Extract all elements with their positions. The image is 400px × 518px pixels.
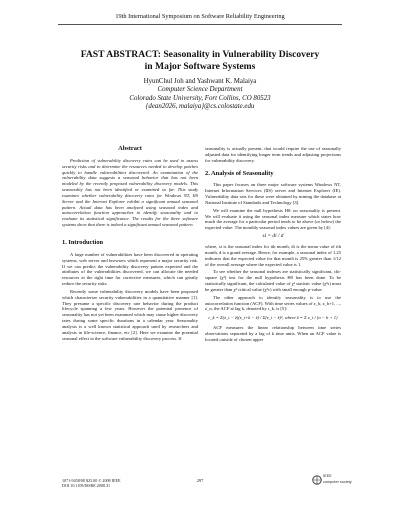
paper-title: [40, 49, 360, 73]
logo-society-text: computer society: [323, 480, 352, 484]
ieee-computer-society-logo: [312, 470, 352, 490]
analysis-paragraph-6: ACF measures the linear relationship between time series observations separated by a lag of k time units. When an ACF value is located outside of chosen upper: [205, 325, 341, 342]
author-block: [40, 78, 360, 112]
page-number: 297: [196, 478, 204, 483]
author-emails: {dean2026, malaiya}@cs.colostate.edu: [145, 103, 255, 111]
logo-globe-lines: [314, 476, 321, 484]
left-column: [62, 146, 198, 343]
acf-equation: [205, 315, 341, 321]
section2-lead-paragraph: seasonality is actually present, that would require the use of seasonally adjusted data for identifying longer term trends and adjusting projections for vulnerability discovery.: [205, 146, 341, 163]
issn-line: 1071-9458/08 $25.00 © 2008 IEEE: [62, 478, 121, 483]
doi-line: DOI 10.1109/ISSRE.2008.31: [62, 483, 111, 489]
title-line-2: in Major Software Systems: [144, 61, 256, 72]
acf-equation-mean: , where z̄ = Σ z_t / (n − b + 1): [282, 315, 338, 321]
intro-paragraph-1: A large number of vulnerabilities have been discovered in operating systems, web server and browsers which represent a major security risk. If we can predict the vulnerability discovery pattern expected and the attributes of the vulnerabilities discovered, we can allocate the needed resources at the right time for corrective measures, which can greatly reduce the security risks.: [62, 251, 198, 287]
author-department: Computer Science Department: [157, 86, 243, 94]
abstract-heading: Abstract: [118, 145, 142, 152]
abstract-text: Prediction of vulnerability discovery rates can be used to assess security risks and to determine the resources needed to develop patches quickly to handle vulnerabilities discovered. An examination of the vulnerability data suggests a seasonal behavior that has not been modeled by the recently proposed vulnerability discovery models. This seasonality has not been identified or examined so far. This study examines whether vulnerability discovery rates for Windows NT, IIS Server and the Internet Explorer exhibit a significant annual seasonal pattern. Actual data has been analyzed using seasonal index and autocorrelation function approaches to identify seasonality and to evaluate its statistical significance. The results for the three software systems show that there is indeed a significant annual seasonal pattern.: [62, 157, 198, 228]
analysis-paragraph-3: where, si is the seasonal index for ith month, di is the mean value of ith month, d is a grand average. Hence, for example, a seasonal index of 1.25 indicates that the expected value for that month is 25% greater than 1/12 of the overall average where the expected value is 1.: [205, 243, 341, 267]
analysis-paragraph-5: The other approach to identify seasonality is to use the autocorrelation function (ACF). With time series values of z_b, z_b+1, ..., z_n, the ACF at lag k, denoted by r_k, is [5]:: [205, 294, 341, 312]
conference-header: 19th International Symposium on Software Reliability Engineering: [115, 13, 285, 20]
title-line-1: FAST ABSTRACT: Seasonality in Vulnerability Discovery: [80, 49, 320, 60]
acf-equation-main: r_k = Σ(z_t − z̄)(z_t+k − z̄) / Σ(z_t − z̄)²: [208, 315, 283, 321]
seasonal-index-equation: si = di / d: [262, 233, 284, 240]
analysis-paragraph-2: We will examine the null hypothesis H0: no seasonality is present. We will evaluate it using the seasonal index measure which states how much the average for a particular period tends to be above (or below) the expected value. The monthly seasonal index values are given by [4]:: [205, 207, 341, 231]
logo-ieee-text: IEEE: [323, 474, 332, 478]
intro-heading: 1. Introduction: [62, 238, 104, 246]
analysis-paragraph-4: To see whether the seasonal indexes are statistically significant, chi-square (χ²) test for the null hypothesis H0 has been done. To be statistically significant, the calculated value of χ² statistic value (χ²s) must be greater than χ² critical value (χ²c) with small enough p-value.: [205, 269, 341, 292]
analysis-heading: 2. Analysis of Seasonality: [205, 169, 274, 177]
author-university: Colorado State University, Fort Collins, CO 80523: [129, 94, 271, 102]
analysis-paragraph-1: This paper focuses on three major software systems Windows NT, Internet Information Services (IIS) server and Internet Explorer (IE). Vulnerability data sets for these were obtained by mining the database at National Institute of Standards and Technology [3].: [205, 182, 341, 205]
intro-paragraph-2: Recently some vulnerability discovery models have been proposed which characterize security vulnerabilities in a quantitative manner [1]. They presume a specific discovery rate behavior during the product lifecycle spanning a few years. However the potential presence of seasonality has not yet been examined which may cause higher discovery rates during some specific durations in a calendar year. Seasonality analysis is a well known statistical approach used by researchers and analysts in life-science, finance, etc [2]. Here we examine the potential seasonal effect in the software vulnerability discovery process. If: [62, 288, 198, 341]
author-names: HyunChul Joh and Yashwant K. Malaiya: [143, 78, 257, 85]
header-rule: [58, 24, 342, 25]
right-column: [205, 146, 341, 345]
